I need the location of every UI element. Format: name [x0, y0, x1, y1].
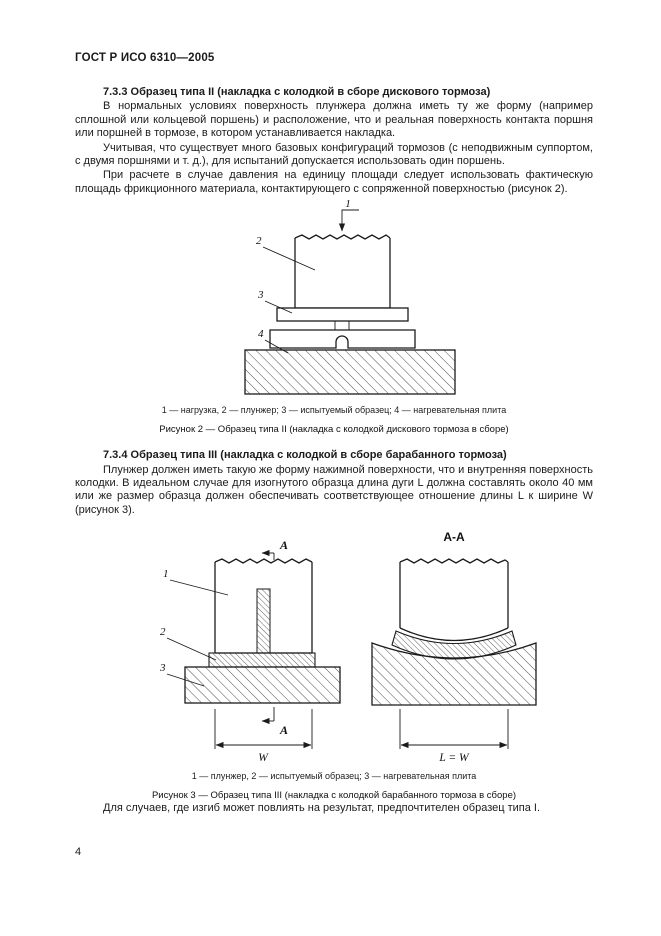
paragraph-733-2: Учитывая, что существует много базовых конфигураций тормозов (с неподвижным суппортом, с двумя поршнями и т. д.), для испытаний допускается использовать один поршень.	[75, 141, 593, 168]
paragraph-733-1: В нормальных условиях поверхность плунжера должна иметь ту же форму (например сплошной или кольцевой поршень) и расположение, что и реальная поверхность контакта поршня или поршней в тормозе, в котором устанавливается накладка.	[75, 100, 593, 140]
callout-1-leader	[170, 580, 228, 595]
page-number: 4	[75, 846, 82, 858]
plunger-section-outline	[400, 559, 508, 641]
figure-3-drawing	[150, 523, 550, 767]
heating-plate-front	[185, 667, 340, 703]
figure-2-caption: Рисунок 2 — Образец типа II (накладка с колодкой дискового тормоза в сборе)	[159, 424, 509, 436]
figure-3	[75, 523, 593, 801]
width-dimension-label: W	[258, 752, 268, 765]
paragraph-734-1: Плунжер должен иметь такую же форму нажимной поверхности, что и внутренняя поверхность колодки. В идеальном случае для изогнутого образца длина дуги L должна составлять около 40 мм или же размер образца должен обеспечивать соответствующее отношение длины L к ширине W (рисунок 3).	[75, 463, 593, 516]
section-view-label: А-А	[443, 530, 465, 545]
test-specimen-front	[209, 653, 315, 667]
figure2-callout-2-label: 2	[256, 235, 262, 248]
figure-3-legend: 1 — плунжер, 2 — испытуемый образец; 3 — нагревательная плита	[191, 771, 477, 782]
section-7-3-4-heading: 7.3.4 Образец типа III (накладка с колодкой в сборе барабанного тормоза)	[103, 449, 507, 462]
figure3-callout-2-label: 2	[160, 626, 166, 639]
callout-2-leader	[167, 638, 216, 660]
callout-2-leader	[263, 247, 315, 270]
figure2-callout-3-label: 3	[258, 289, 264, 302]
figure3-callout-1-label: 1	[163, 568, 169, 581]
figure2-callout-4-label: 4	[258, 328, 264, 341]
plunger-front-outline	[215, 559, 312, 653]
figure-2	[75, 196, 593, 435]
figure-2-legend: 1 — нагрузка, 2 — плунжер; 3 — испытуемый образец; 4 — нагревательная плита	[161, 405, 507, 416]
closing-paragraph: Для случаев, где изгиб может повлиять на результат, предпочтителен образец типа I.	[103, 802, 541, 815]
figure-3-caption: Рисунок 3 — Образец типа III (накладка с колодкой барабанного тормоза в сборе)	[151, 790, 517, 802]
section-7-3-3-heading: 7.3.3 Образец типа II (накладка с колодкой в сборе дискового тормоза)	[103, 86, 491, 98]
paragraph-733-3: При расчете в случае давления на единицу площади следует использовать фактическую площадь фрикционного материала, контактирующего с сопряженной поверхностью (рисунок 2).	[75, 169, 593, 195]
section-label-a-top: А	[280, 538, 289, 553]
standard-number: ГОСТ Р ИСО 6310—2005	[75, 52, 215, 64]
plunger-outline	[295, 235, 390, 308]
width-dimension	[215, 709, 312, 749]
figure2-callout-1-label: 1	[345, 198, 351, 211]
page-content	[75, 52, 593, 816]
length-dimension-label: L = W	[439, 752, 469, 765]
length-dimension	[400, 709, 508, 749]
section-label-a-bottom: А	[280, 723, 289, 738]
heating-plate	[245, 350, 455, 394]
figure-2-drawing	[230, 196, 490, 401]
test-specimen-outline	[270, 308, 415, 348]
figure3-callout-3-label: 3	[160, 662, 166, 675]
load-arrow	[342, 210, 359, 231]
